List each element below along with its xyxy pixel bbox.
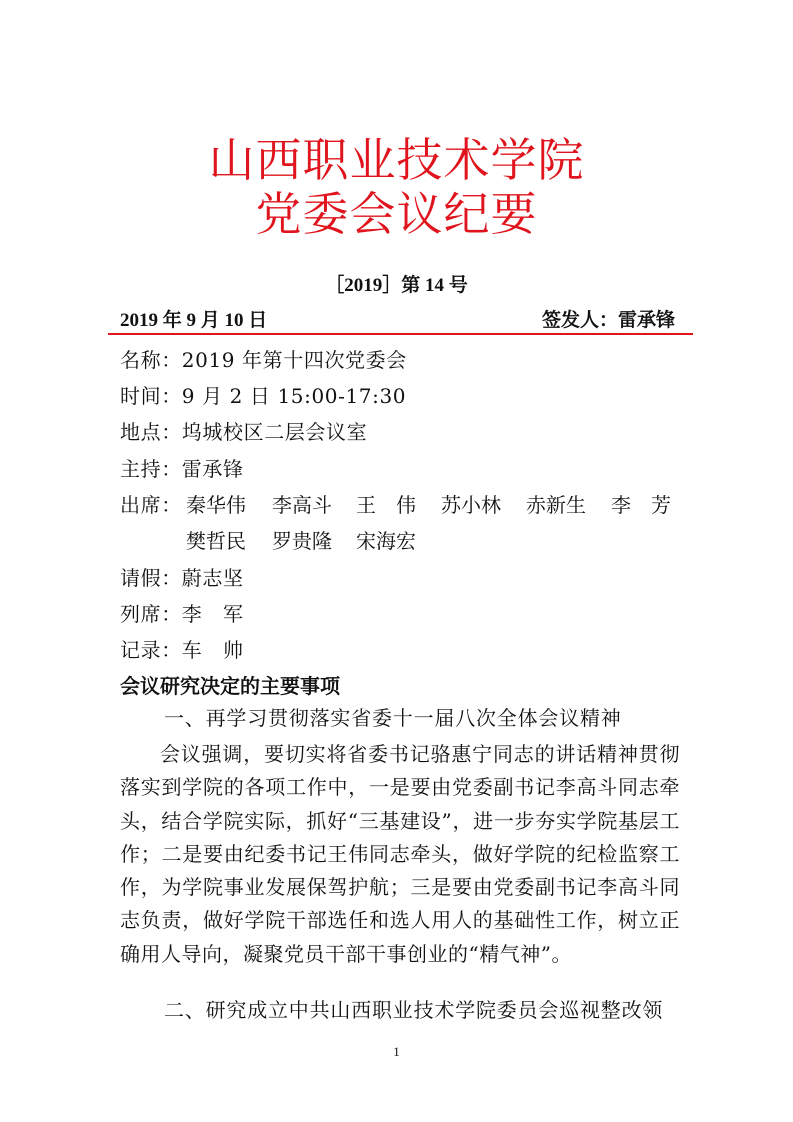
document-title-line-2: 党委会议纪要 bbox=[255, 187, 538, 241]
section-heading: 会议研究决定的主要事项 bbox=[120, 674, 340, 698]
item-2-heading: 二、研究成立中共山西职业技术学院委员会巡视整改领 bbox=[164, 998, 664, 1022]
item-1-heading: 一、再学习贯彻落实省委十一届八次全体会议精神 bbox=[164, 706, 622, 730]
meeting-name: 名称：2019 年第十四次党委会 bbox=[120, 348, 407, 372]
document-title-line-1: 山西职业技术学院 bbox=[208, 133, 585, 187]
leave-of-absence: 请假：蔚志坚 bbox=[120, 566, 244, 590]
attendee: 秦华伟 bbox=[186, 493, 246, 517]
attendee: 赤新生 bbox=[526, 493, 586, 517]
signer: 签发人：雷承锋 bbox=[541, 310, 675, 331]
attendee: 樊哲民 bbox=[186, 529, 246, 553]
issue-date: 2019 年 9 月 10 日 bbox=[120, 310, 268, 331]
meeting-time: 时间：9 月 2 日 15:00-17:30 bbox=[120, 384, 407, 408]
attendee: 李 芳 bbox=[611, 493, 671, 517]
attendee: 宋海宏 bbox=[356, 529, 416, 553]
attendee: 李高斗 bbox=[272, 493, 332, 517]
red-divider bbox=[108, 333, 693, 335]
observers: 列席：李 军 bbox=[120, 602, 244, 626]
meeting-location: 地点：坞城校区二层会议室 bbox=[120, 420, 368, 444]
document-number: ［2019］第 14 号 bbox=[325, 275, 468, 296]
attendance-label: 出席： bbox=[120, 493, 182, 517]
attendee: 王 伟 bbox=[356, 493, 416, 517]
page-number: 1 bbox=[393, 1044, 400, 1059]
attendee: 苏小林 bbox=[441, 493, 501, 517]
item-1-body: 会议强调，要切实将省委书记骆惠宁同志的讲话精神贯彻落实到学院的各项工作中，一是要由党委副书记李高斗同志牵头，结合学院实际，抓好“三基建设”，进一步夯实学院基层工作；二是要由纪委书记王伟同志牵头，做好学院的纪检监察工作，为学院事业发展保驾护航；三是要由党委副书记李高斗同志负责，做好学院干部选任和选人用人的基础性工作，树立正确用人导向，凝聚党员干部干事创业的“精气神”。 bbox=[120, 742, 680, 966]
recorder: 记录：车 帅 bbox=[120, 638, 244, 662]
meeting-host: 主持：雷承锋 bbox=[120, 457, 244, 481]
attendee: 罗贵隆 bbox=[272, 529, 332, 553]
